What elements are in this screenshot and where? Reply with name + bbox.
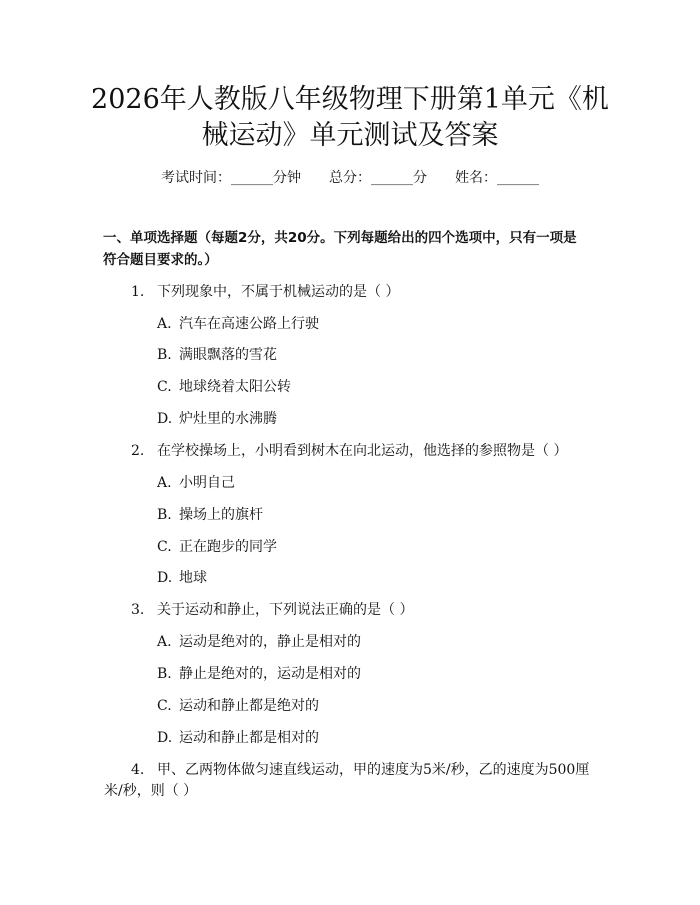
question-number: 2. xyxy=(131,443,145,459)
option-text: 正在跑步的同学 xyxy=(179,539,277,555)
option-letter: A. xyxy=(157,316,172,332)
exam-score: 总分：______分 xyxy=(329,170,427,186)
question-text: 下列现象中，不属于机械运动的是（ ） xyxy=(157,284,400,300)
option-text: 炉灶里的水沸腾 xyxy=(179,411,277,427)
option-text: 地球绕着太阳公转 xyxy=(179,379,291,395)
option-letter: D. xyxy=(157,570,173,586)
option-item xyxy=(157,664,361,684)
section-heading-line1: 一、单项选择题（每题2分，共20分。下列每题给出的四个选项中，只有一项是 xyxy=(103,230,577,246)
option-text: 运动是绝对的，静止是相对的 xyxy=(179,634,361,650)
student-name: 姓名：______ xyxy=(455,170,539,186)
option-letter: C. xyxy=(157,379,172,395)
exam-time: 考试时间：______分钟 xyxy=(161,170,301,186)
option-item xyxy=(157,505,263,525)
option-item xyxy=(157,377,291,397)
option-text: 操场上的旗杆 xyxy=(179,507,263,523)
option-item xyxy=(157,728,319,748)
option-letter: C. xyxy=(157,539,172,555)
option-letter: D. xyxy=(157,411,173,427)
question-number: 1. xyxy=(131,284,145,300)
option-item xyxy=(157,345,277,365)
option-item xyxy=(157,568,207,588)
option-letter: B. xyxy=(157,347,172,363)
section-heading-line2: 符合题目要求的。） xyxy=(103,252,218,268)
page-title-line2: 械运动》单元测试及答案 xyxy=(201,120,499,151)
option-item xyxy=(157,409,277,429)
question-number: 4. xyxy=(131,762,145,778)
question-text-line1: 甲、乙两物体做匀速直线运动，甲的速度为5米/秒，乙的速度为500厘 xyxy=(157,762,590,778)
page-title-line1: 2026年人教版八年级物理下册第1单元《机 xyxy=(91,84,609,115)
option-text: 运动和静止都是绝对的 xyxy=(179,698,319,714)
option-letter: B. xyxy=(157,666,172,682)
exam-meta xyxy=(0,168,700,188)
option-text: 地球 xyxy=(179,570,207,586)
option-item xyxy=(157,314,319,334)
question-text: 关于运动和静止，下列说法正确的是（ ） xyxy=(157,602,414,618)
option-letter: A. xyxy=(157,634,172,650)
option-text: 运动和静止都是相对的 xyxy=(179,730,319,746)
question-number: 3. xyxy=(131,602,145,618)
option-letter: C. xyxy=(157,698,172,714)
option-item xyxy=(157,473,235,493)
option-text: 满眼飘落的雪花 xyxy=(179,347,277,363)
option-text: 静止是绝对的，运动是相对的 xyxy=(179,666,361,682)
question-text-line2: 米/秒，则（ ） xyxy=(104,783,198,799)
option-item xyxy=(157,537,277,557)
option-letter: B. xyxy=(157,507,172,523)
option-text: 小明自己 xyxy=(179,475,235,491)
option-item xyxy=(157,632,361,652)
question-text: 在学校操场上，小明看到树木在向北运动，他选择的参照物是（ ） xyxy=(157,443,568,459)
option-letter: A. xyxy=(157,475,172,491)
option-text: 汽车在高速公路上行驶 xyxy=(179,316,319,332)
option-letter: D. xyxy=(157,730,173,746)
option-item xyxy=(157,696,319,716)
